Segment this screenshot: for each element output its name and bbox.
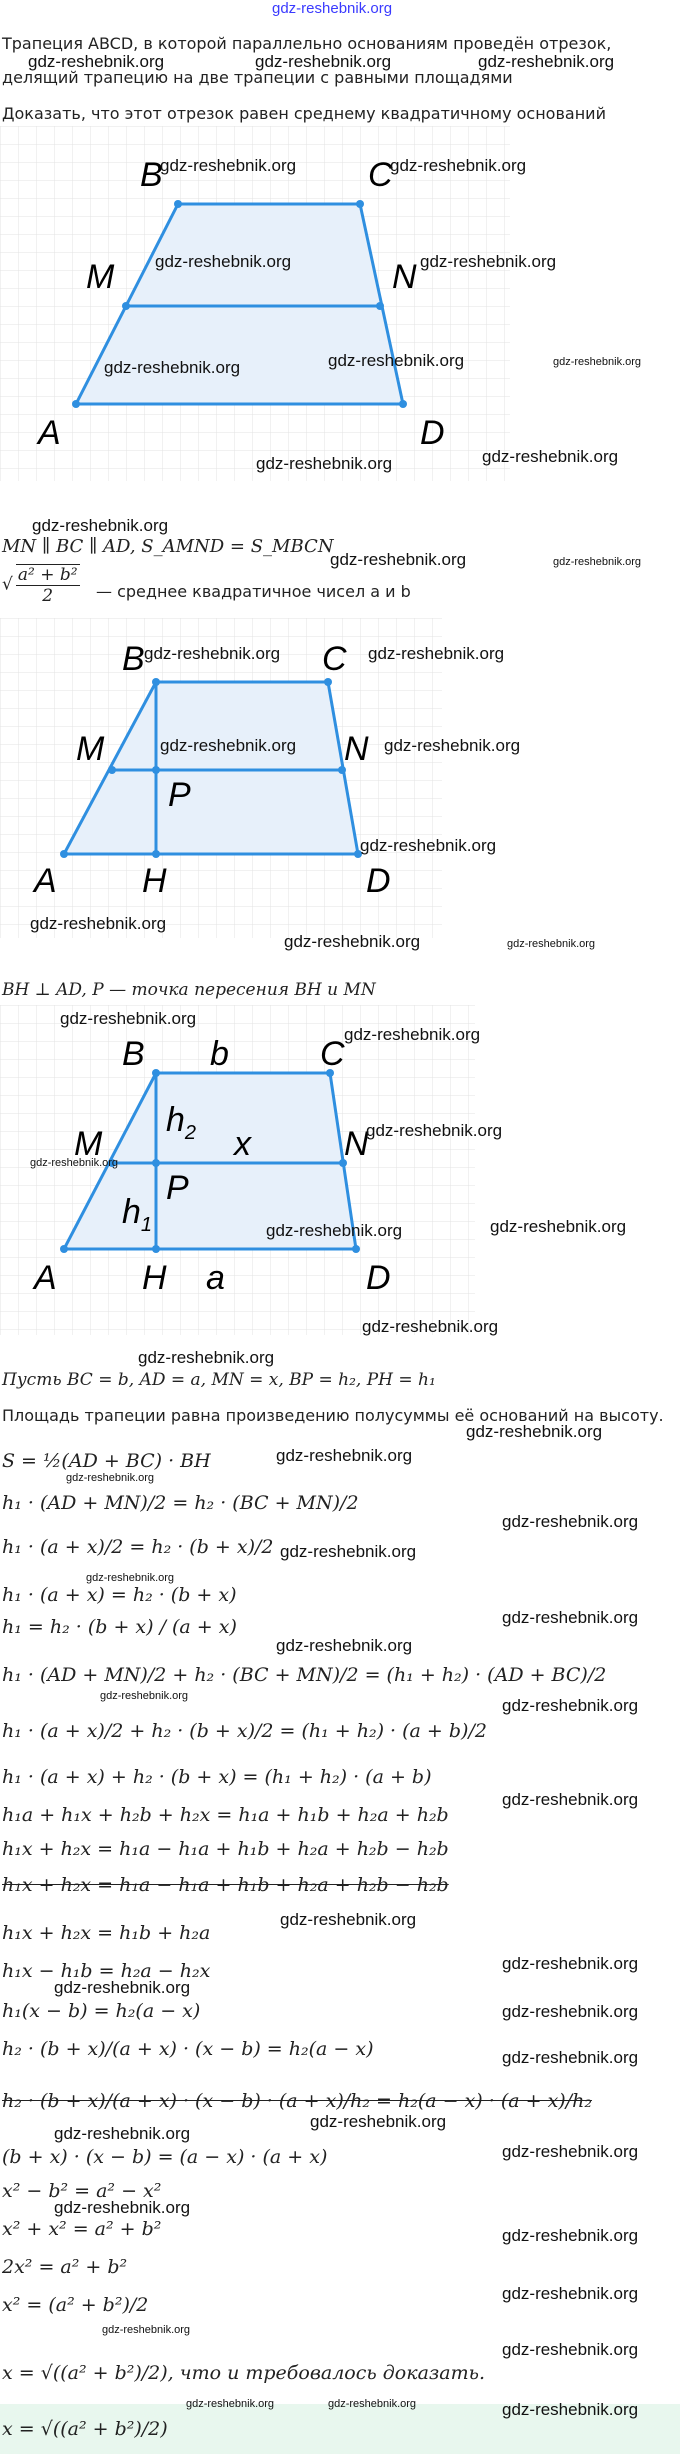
- label-d: D: [366, 862, 391, 900]
- step-19: x² + x² = a² + b²: [2, 2218, 162, 2240]
- label-d: D: [366, 1259, 391, 1297]
- step-3: h₁ · (a + x)/2 = h₂ · (b + x)/2: [2, 1536, 274, 1558]
- watermark: gdz-reshebnik.org: [155, 252, 292, 271]
- step-4: h₁ · (a + x) = h₂ · (b + x): [2, 1584, 237, 1606]
- label-c: C: [368, 156, 393, 194]
- label-b: B: [140, 156, 163, 194]
- watermark: gdz-reshebnik.org: [186, 2398, 275, 2410]
- watermark: gdz-reshebnik.org: [138, 1348, 275, 1367]
- step-1: S = ½(AD + BC) · BH: [2, 1450, 211, 1472]
- step-5: h₁ = h₂ · (b + x) / (a + x): [2, 1616, 237, 1638]
- label-n: N: [344, 1125, 369, 1163]
- given-parallel: MN ∥ BC ∥ AD, S_AMND = S_MBCN: [2, 536, 334, 557]
- watermark: gdz-reshebnik.org: [366, 1121, 503, 1140]
- watermark: gdz-reshebnik.org: [144, 644, 281, 663]
- step-8: h₁ · (a + x) + h₂ · (b + x) = (h₁ + h₂) · (a + b): [2, 1766, 432, 1788]
- step-9: h₁a + h₁x + h₂b + h₂x = h₁a + h₁b + h₂a + h₂b: [2, 1804, 449, 1826]
- final-answer: x = √((a² + b²)/2): [2, 2418, 168, 2440]
- step-22-conclusion: x = √((a² + b²)/2), что и требовалось доказать.: [2, 2362, 486, 2384]
- label-m: M: [74, 1125, 103, 1163]
- label-c: C: [322, 640, 347, 678]
- rms-expression: √ $\frac{\text{a² + b²}}{2}$: [2, 565, 78, 606]
- watermark: gdz-reshebnik.org: [344, 1025, 481, 1044]
- watermark: gdz-reshebnik.org: [502, 1512, 639, 1531]
- watermark: gdz-reshebnik.org: [330, 550, 467, 569]
- watermark: gdz-reshebnik.org: [502, 2340, 639, 2359]
- watermark: gdz-reshebnik.org: [502, 1954, 639, 1973]
- label-n: N: [392, 258, 417, 296]
- watermark: gdz-reshebnik.org: [362, 1317, 499, 1336]
- step-20: 2x² = a² + b²: [2, 2256, 128, 2278]
- watermark: gdz-reshebnik.org: [360, 836, 497, 855]
- watermark: gdz-reshebnik.org: [60, 1009, 197, 1028]
- area-rule: Площадь трапеции равна произведению полусуммы её оснований на высоту.: [2, 1406, 664, 1425]
- watermark: gdz-reshebnik.org: [482, 447, 619, 466]
- label-a: A: [34, 862, 57, 900]
- label-m: M: [86, 258, 115, 296]
- watermark: gdz-reshebnik.org: [502, 2226, 639, 2245]
- watermark: gdz-reshebnik.org: [390, 156, 527, 175]
- watermark: gdz-reshebnik.org: [502, 2002, 639, 2021]
- label-a: A: [34, 1259, 57, 1297]
- step-15: h₂ · (b + x)/(a + x) · (x − b) = h₂(a − x): [2, 2038, 374, 2060]
- step-17: (b + x) · (x − b) = (a − x) · (a + x): [2, 2146, 328, 2168]
- watermark: gdz-reshebnik.org: [276, 1636, 413, 1655]
- label-a-length: a: [206, 1259, 225, 1297]
- watermark: gdz-reshebnik.org: [368, 644, 505, 663]
- watermark: gdz-reshebnik.org: [502, 2048, 639, 2067]
- prove-statement: Доказать, что этот отрезок равен среднему квадратичному оснований: [2, 104, 606, 123]
- watermark: gdz-reshebnik.org: [328, 2398, 417, 2410]
- watermark: gdz-reshebnik.org: [276, 1446, 413, 1465]
- watermark: gdz-reshebnik.org: [553, 556, 642, 568]
- watermark: gdz-reshebnik.org: [54, 2124, 191, 2143]
- label-d: D: [420, 414, 445, 452]
- figure-1-trapezoid: [0, 126, 557, 481]
- step-12: h₁x + h₂x = h₁b + h₂a: [2, 1922, 211, 1944]
- step-10: h₁x + h₂x = h₁a − h₁a + h₁b + h₂a + h₂b − h₂b: [2, 1838, 449, 1860]
- figure-3-svg: [0, 1005, 475, 1335]
- label-n: N: [344, 730, 369, 768]
- step-18: x² − b² = a² − x²: [2, 2180, 162, 2202]
- watermark: gdz-reshebnik.org: [502, 1790, 639, 1809]
- watermark: gdz-reshebnik.org: [102, 2324, 191, 2336]
- step-6: h₁ · (AD + MN)/2 + h₂ · (BC + MN)/2 = (h₁ + h₂) · (AD + BC)/2: [2, 1664, 607, 1686]
- watermark: gdz-reshebnik.org: [28, 52, 165, 71]
- step-13: h₁x − h₁b = h₂a − h₂x: [2, 1960, 211, 1982]
- watermark: gdz-reshebnik.org: [507, 938, 596, 950]
- watermark: gdz-reshebnik.org: [266, 1221, 403, 1240]
- label-h: H: [142, 862, 167, 900]
- watermark: gdz-reshebnik.org: [502, 1696, 639, 1715]
- step-21: x² = (a² + b²)/2: [2, 2294, 149, 2316]
- let-definitions: Пусть BC = b, AD = a, MN = x, BP = h₂, PH = h₁: [2, 1370, 436, 1390]
- watermark: gdz-reshebnik.org: [502, 2284, 639, 2303]
- watermark: gdz-reshebnik.org: [160, 736, 297, 755]
- perp-statement: BH ⊥ AD, P — точка пересения BH и MN: [2, 980, 376, 1000]
- watermark: gdz-reshebnik.org: [328, 351, 465, 370]
- watermark: gdz-reshebnik.org: [502, 1608, 639, 1627]
- watermark: gdz-reshebnik.org: [553, 356, 642, 368]
- watermark: gdz-reshebnik.org: [310, 2112, 447, 2131]
- watermark: gdz-reshebnik.org: [256, 454, 393, 473]
- label-c: C: [320, 1035, 345, 1073]
- step-7: h₁ · (a + x)/2 + h₂ · (b + x)/2 = (h₁ + h₂) · (a + b)/2: [2, 1720, 487, 1742]
- figure-2-trapezoid-height: [0, 618, 521, 938]
- watermark: gdz-reshebnik.org: [30, 914, 167, 933]
- watermark: gdz-reshebnik.org: [66, 1472, 155, 1484]
- watermark: gdz-reshebnik.org: [32, 516, 169, 535]
- label-h: H: [142, 1259, 167, 1297]
- label-h2: $h_2$: [166, 1101, 197, 1144]
- label-b-length: b: [210, 1035, 229, 1073]
- watermark: gdz-reshebnik.org: [420, 252, 557, 271]
- watermark: gdz-reshebnik.org: [30, 1157, 119, 1169]
- watermark: gdz-reshebnik.org: [478, 52, 615, 71]
- watermark: gdz-reshebnik.org: [100, 1690, 189, 1702]
- watermark: gdz-reshebnik.org: [502, 2142, 639, 2161]
- watermark: gdz-reshebnik.org: [280, 1910, 417, 1929]
- watermark: gdz-reshebnik.org: [284, 932, 421, 951]
- figure-3-labelled-trapezoid: [0, 1005, 503, 1336]
- label-b: B: [122, 1035, 145, 1073]
- watermark: gdz-reshebnik.org: [490, 1217, 627, 1236]
- label-p: P: [166, 1169, 189, 1207]
- watermark: gdz-reshebnik.org: [280, 1542, 417, 1561]
- watermark: gdz-reshebnik.org: [104, 358, 241, 377]
- intro-line-1: Трапеция ABCD, в которой параллельно основаниям проведён отрезок,: [2, 34, 612, 53]
- step-14: h₁(x − b) = h₂(a − x): [2, 2000, 201, 2022]
- watermark: gdz-reshebnik.org: [255, 52, 392, 71]
- step-11-cancelled: h₁x + h₂x = h₁a − h₁a + h₁b + h₂a + h₂b − h₂b: [2, 1874, 449, 1896]
- label-a: A: [38, 414, 61, 452]
- label-m: M: [76, 730, 105, 768]
- step-2: h₁ · (AD + MN)/2 = h₂ · (BC + MN)/2: [2, 1492, 359, 1514]
- watermark: gdz-reshebnik.org: [160, 156, 297, 175]
- label-h1: $h_1$: [122, 1193, 153, 1236]
- watermark: gdz-reshebnik.org: [54, 1978, 191, 1997]
- label-p: P: [168, 776, 191, 814]
- label-x: x: [234, 1125, 251, 1163]
- watermark: gdz-reshebnik.org: [384, 736, 521, 755]
- intro-line-2: делящий трапецию на две трапеции с равными площадями: [2, 68, 513, 87]
- rms-label: — среднее квадратичное чисел a и b: [96, 582, 411, 601]
- watermark: gdz-reshebnik.org: [466, 1422, 603, 1441]
- label-b: B: [122, 640, 145, 678]
- top-site-link[interactable]: gdz-reshebnik.org: [272, 0, 393, 17]
- step-16-cancelled: h₂ · (b + x)/(a + x) · (x − b) · (a + x)/h₂ = h₂(a − x) · (a + x)/h₂: [2, 2090, 592, 2112]
- watermark: gdz-reshebnik.org: [54, 2198, 191, 2217]
- watermark: gdz-reshebnik.org: [502, 2400, 639, 2419]
- watermark: gdz-reshebnik.org: [86, 1572, 175, 1584]
